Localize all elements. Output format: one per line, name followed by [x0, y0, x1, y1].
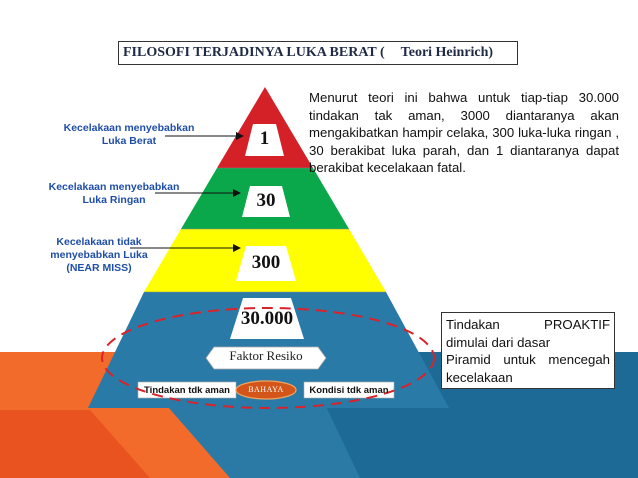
description-text: Menurut teori ini bahwa untuk tiap-tiap 30.000 tindakan tak aman, 3000 diantaranya akan mengakibatkan hampir celaka, 300 luka-luka ringan , 30 berakibat luka parah, dan 1 diantaranya dapat berakibat kecelakaan fatal.	[309, 90, 619, 175]
level-30000-value: 30.000	[240, 308, 294, 329]
title-part-2: Teori Heinrich)	[400, 45, 494, 60]
page-title	[118, 41, 518, 65]
title-part-1: FILOSOFI TERJADINYA LUKA BERAT (	[123, 45, 385, 60]
kondisi-tdk-aman-label: Kondisi tdk aman	[309, 385, 389, 396]
faktor-resiko-label: Faktor Resiko	[229, 348, 303, 363]
bahaya-label: BAHAYA	[248, 385, 284, 394]
level-1-value: 1	[259, 128, 270, 149]
label-luka-berat: Kecelakaan menyebabkan Luka Berat	[63, 122, 195, 147]
tindakan-tdk-aman-label: Tindakan tdk aman	[144, 385, 230, 396]
level-30-value: 30	[256, 190, 276, 211]
level-300-value: 300	[251, 252, 281, 273]
label-luka-ringan: Kecelakaan menyebabkan Luka Ringan	[48, 181, 180, 206]
proaktif-note: Tindakan PROAKTIF dimulai dari dasar Piramid untuk mencegah kecelakaan	[441, 312, 615, 389]
label-near-miss: Kecelakaan tidak menyebabkan Luka (NEAR MISS)	[50, 236, 148, 274]
